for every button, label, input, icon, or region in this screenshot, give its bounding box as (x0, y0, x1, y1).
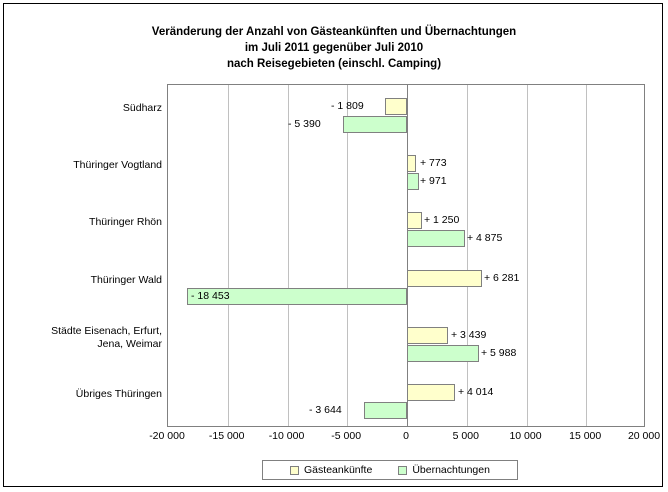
bar-group-thueringer-vogtland (168, 142, 644, 199)
category-label-thueringer-wald (4, 274, 162, 287)
bar-label-suedharz-gaesteankuenfte: - 1 809 (331, 100, 364, 112)
bar-uebriges-gaesteankuenfte[interactable] (407, 384, 455, 401)
chart-title-line-2: im Juli 2011 gegenüber Juli 2010 (244, 42, 424, 54)
category-label-line: Thüringer Rhön (89, 216, 162, 228)
bar-group-thueringer-wald (168, 257, 644, 314)
legend-label-uebernachtungen: Übernachtungen (412, 464, 490, 476)
category-label-suedharz (4, 102, 162, 115)
chart-title (4, 24, 664, 72)
x-axis-tick-labels (149, 430, 661, 446)
plot-area (167, 84, 645, 427)
chart-title-line-1: Veränderung der Anzahl von Gästeankünften und Übernachtungen (151, 26, 517, 38)
bar-group-staedte (168, 314, 644, 371)
bar-label-wald-gaesteankuenfte: + 6 281 (484, 271, 520, 284)
bar-group-suedharz (168, 85, 644, 142)
bar-label-vogtland-uebernachtungen: + 971 (420, 175, 447, 188)
x-tick-20000: 20 000 (627, 430, 661, 442)
bar-label-vogtland-gaesteankuenfte: + 773 (420, 157, 447, 170)
legend-label-gaesteankuenfte: Gästeankünfte (304, 464, 373, 476)
bar-rhoen-uebernachtungen[interactable] (407, 230, 465, 247)
x-tick--15000: -15 000 (208, 430, 245, 442)
bar-label-rhoen-gaesteankuenfte: + 1 250 (424, 214, 460, 227)
chart-frame (3, 3, 663, 487)
bar-label-rhoen-uebernachtungen: + 4 875 (467, 232, 503, 245)
x-tick-15000: 15 000 (569, 430, 602, 442)
category-label-thueringer-vogtland (4, 159, 162, 172)
bar-wald-gaesteankuenfte[interactable] (407, 270, 482, 287)
bar-staedte-uebernachtungen[interactable] (407, 345, 479, 362)
legend-item-gaesteankuenfte[interactable] (290, 464, 372, 476)
category-axis-labels (4, 84, 162, 427)
chart-title-line-3: nach Reisegebieten (einschl. Camping) (226, 58, 442, 70)
bar-label-staedte-uebernachtungen: + 5 988 (481, 346, 517, 359)
x-tick-5000: 5 000 (452, 430, 479, 442)
bar-group-thueringer-rhoen (168, 199, 644, 256)
x-tick-0: 0 (403, 430, 409, 442)
bar-label-wald-uebernachtungen: - 18 453 (191, 289, 230, 302)
bar-group-uebriges-thueringen (168, 371, 644, 428)
bar-label-suedharz-uebernachtungen: - 5 390 (288, 118, 321, 130)
category-label-line: Thüringer Vogtland (73, 159, 162, 171)
x-tick--5000: -5 000 (331, 430, 362, 442)
bar-vogtland-uebernachtungen[interactable] (407, 173, 419, 190)
bar-suedharz-gaesteankuenfte[interactable] (385, 98, 407, 115)
category-label-line: Thüringer Wald (90, 274, 162, 286)
category-label-line: Städte Eisenach, Erfurt, (51, 325, 162, 337)
bar-label-uebriges-gaesteankuenfte: + 4 014 (458, 385, 494, 398)
x-tick-10000: 10 000 (509, 430, 542, 442)
bar-label-uebriges-uebernachtungen: - 3 644 (309, 403, 342, 416)
legend-item-uebernachtungen[interactable] (398, 464, 490, 476)
category-label-line: Übriges Thüringen (75, 388, 162, 400)
bar-vogtland-gaesteankuenfte[interactable] (407, 155, 416, 172)
legend-swatch-icon (398, 466, 407, 475)
category-label-line: Südharz (122, 102, 162, 114)
category-label-uebriges-thueringen (4, 388, 162, 401)
legend-swatch-icon (290, 466, 299, 475)
bar-staedte-gaesteankuenfte[interactable] (407, 327, 448, 344)
category-label-line: Jena, Weimar (97, 338, 162, 350)
x-tick--20000: -20 000 (149, 430, 185, 442)
chart-legend (262, 460, 518, 480)
bar-suedharz-uebernachtungen[interactable] (343, 116, 407, 133)
bar-label-staedte-gaesteankuenfte: + 3 439 (451, 328, 487, 341)
x-tick--10000: -10 000 (268, 430, 305, 442)
bar-rhoen-gaesteankuenfte[interactable] (407, 212, 422, 229)
bar-uebriges-uebernachtungen[interactable] (364, 402, 408, 419)
category-label-staedte (4, 325, 162, 351)
category-label-thueringer-rhoen (4, 216, 162, 229)
